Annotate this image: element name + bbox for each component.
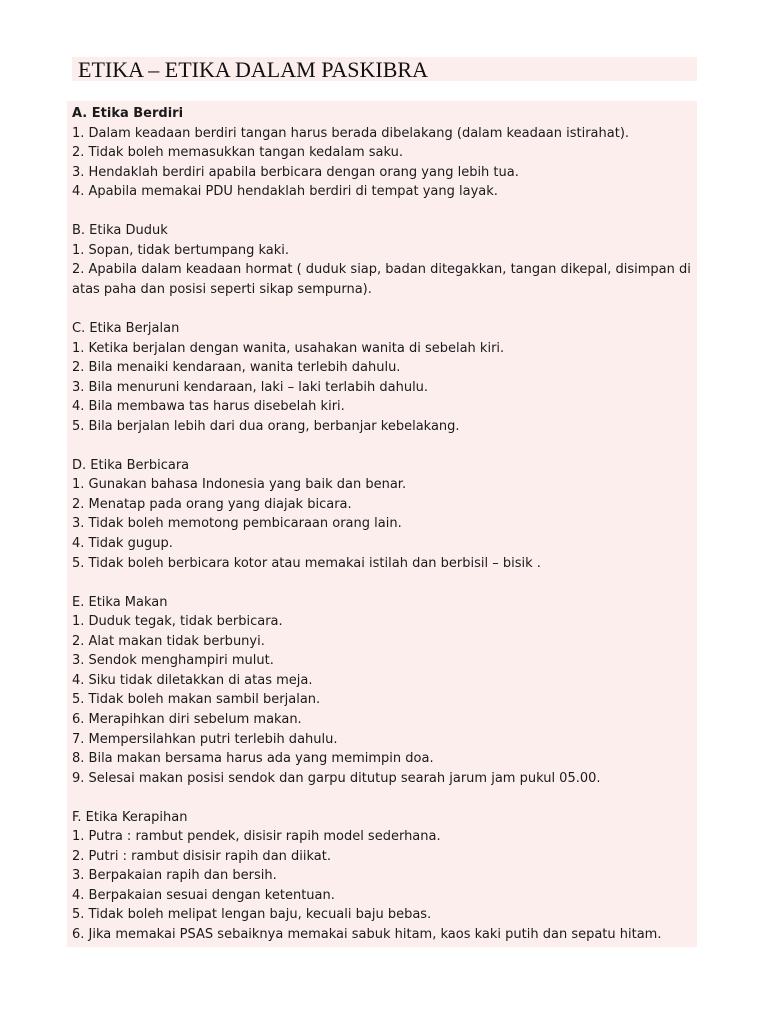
list-item: 2. Tidak boleh memasukkan tangan kedalam saku. [72, 145, 404, 161]
list-item: 1. Gunakan bahasa Indonesia yang baik dan benar. [72, 477, 407, 493]
list-item: 5. Bila berjalan lebih dari dua orang, berbanjar kebelakang. [72, 418, 460, 434]
list-item: 1. Putra : rambut pendek, disisir rapih model sederhana. [72, 829, 441, 845]
list-item: 1. Duduk tegak, tidak berbicara. [72, 614, 283, 630]
list-item: 3. Hendaklah berdiri apabila berbicara dengan orang yang lebih tua. [72, 164, 519, 180]
section-etika-berjalan [72, 319, 697, 436]
section-etika-kerapihan [72, 808, 697, 945]
section-heading: D. Etika Berbicara [72, 457, 190, 473]
page-title: ETIKA – ETIKA DALAM PASKIBRA [78, 57, 428, 82]
document-body [67, 101, 697, 947]
list-item: 1. Sopan, tidak bertumpang kaki. [72, 242, 290, 258]
section-etika-duduk [72, 221, 697, 299]
list-item: 2. Putri : rambut disisir rapih dan diikat. [72, 848, 331, 864]
list-item: 2. Menatap pada orang yang diajak bicara. [72, 496, 352, 512]
list-item: 3. Tidak boleh memotong pembicaraan orang lain. [72, 516, 402, 532]
section-etika-berdiri [72, 104, 697, 202]
list-item: 8. Bila makan bersama harus ada yang memimpin doa. [72, 751, 434, 767]
list-item: 4. Bila membawa tas harus disebelah kiri. [72, 399, 345, 415]
list-item: 6. Jika memakai PSAS sebaiknya memakai sabuk hitam, kaos kaki putih dan sepatu hitam. [72, 926, 662, 942]
list-item: 4. Berpakaian sesuai dengan ketentuan. [72, 887, 335, 903]
section-heading: C. Etika Berjalan [72, 321, 180, 337]
list-item: 5. Tidak boleh melipat lengan baju, kecuali baju bebas. [72, 907, 432, 923]
section-etika-makan [72, 593, 697, 788]
section-heading: F. Etika Kerapihan [72, 809, 188, 825]
list-item: 4. Tidak gugup. [72, 536, 173, 552]
list-item: 5. Tidak boleh berbicara kotor atau memakai istilah dan berbisil – bisik . [72, 555, 541, 571]
section-heading: B. Etika Duduk [72, 223, 168, 239]
list-item: 6. Merapihkan diri sebelum makan. [72, 711, 302, 727]
section-heading: A. Etika Berdiri [72, 106, 184, 121]
list-item: 4. Siku tidak diletakkan di atas meja. [72, 672, 313, 688]
section-heading: E. Etika Makan [72, 594, 168, 610]
list-item: 3. Bila menuruni kendaraan, laki – laki terlabih dahulu. [72, 379, 429, 395]
list-item: 4. Apabila memakai PDU hendaklah berdiri di tempat yang layak. [72, 184, 498, 200]
list-item: 1. Dalam keadaan berdiri tangan harus berada dibelakang (dalam keadaan istirahat). [72, 125, 630, 141]
list-item: 3. Sendok menghampiri mulut. [72, 653, 274, 669]
section-etika-berbicara [72, 456, 697, 573]
list-item: 2. Alat makan tidak berbunyi. [72, 633, 265, 649]
list-item: 7. Mempersilahkan putri terlebih dahulu. [72, 731, 338, 747]
list-item: 3. Berpakaian rapih dan bersih. [72, 868, 277, 884]
list-item: 2. Bila menaiki kendaraan, wanita terlebih dahulu. [72, 360, 401, 376]
list-item: 5. Tidak boleh makan sambil berjalan. [72, 692, 321, 708]
list-item: 2. Apabila dalam keadaan hormat ( duduk siap, badan ditegakkan, tangan dikepal, disimpan di atas paha dan posisi seperti sikap sempurna). [72, 262, 691, 297]
list-item: 9. Selesai makan posisi sendok dan garpu ditutup searah jarum jam pukul 05.00. [72, 770, 601, 786]
list-item: 1. Ketika berjalan dengan wanita, usahakan wanita di sebelah kiri. [72, 340, 505, 356]
